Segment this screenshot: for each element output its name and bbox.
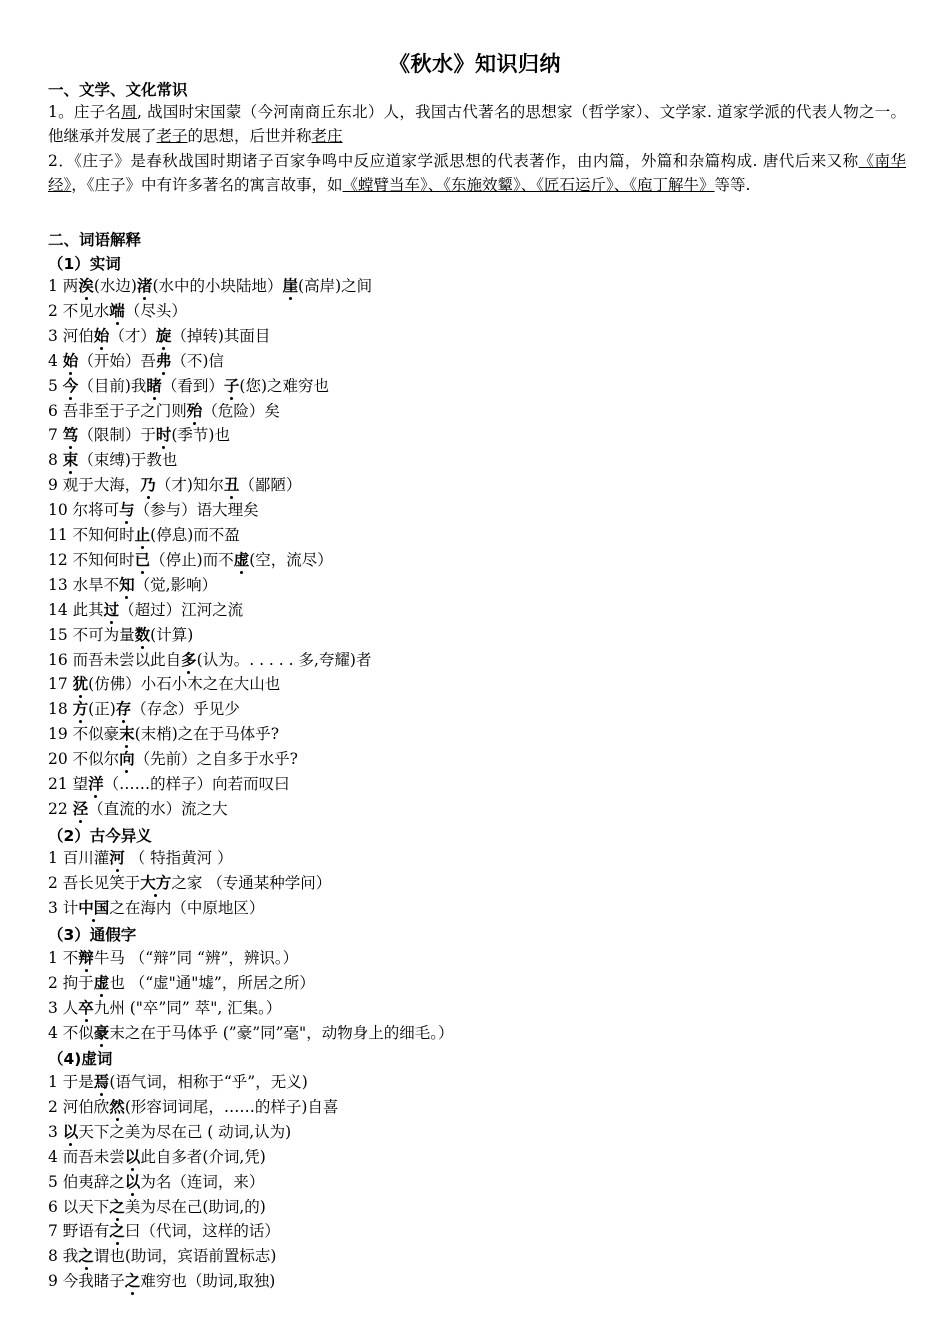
shici-item xyxy=(48,274,372,296)
tongjia-item xyxy=(48,996,281,1018)
key-term: 存 xyxy=(115,699,132,719)
key-term: 始 xyxy=(62,350,79,370)
item-text: （觉,影响） xyxy=(134,575,218,594)
item-text: 3 计 xyxy=(48,898,79,917)
item-text: (仿佛）小石小木之在大山也 xyxy=(88,675,281,694)
item-text: （才） xyxy=(109,326,156,345)
item-text: (水边) xyxy=(93,277,137,295)
item-text: （不)信 xyxy=(171,351,224,370)
item-text: （尽头） xyxy=(124,301,187,320)
item-text: 1 于是 xyxy=(48,1073,94,1091)
key-term: 多 xyxy=(181,649,197,669)
shici-item xyxy=(48,548,333,570)
item-text: 8 我 xyxy=(48,1247,79,1266)
key-term: 之 xyxy=(78,1246,94,1266)
key-term: 今 xyxy=(62,375,79,395)
item-text: 15 不可为量 xyxy=(48,625,135,644)
key-term: 之 xyxy=(109,1221,125,1241)
section-heading-vocabulary: 二、词语解释 xyxy=(48,231,142,249)
item-text: (正) xyxy=(88,700,116,719)
shici-item xyxy=(48,349,224,371)
item-text: (空，流尽） xyxy=(249,550,333,569)
key-term: 子 xyxy=(223,375,240,395)
item-text: 2 河伯欣 xyxy=(48,1097,110,1116)
item-text: （直流的水）流之大 xyxy=(88,799,228,818)
item-text: （看到） xyxy=(161,376,224,395)
item-text: (计算) xyxy=(150,625,194,644)
gujin-item xyxy=(48,846,233,868)
xuci-item xyxy=(48,1244,276,1266)
item-text: （……的样子）向若而叹曰 xyxy=(103,775,290,793)
item-text: 此自多者(介词,凭) xyxy=(140,1147,266,1166)
key-term: 笃 xyxy=(62,425,79,445)
item-text: （危险）矣 xyxy=(202,401,280,420)
key-term: 泾 xyxy=(72,798,89,818)
item-text: 1 百川灌 xyxy=(48,849,110,867)
item-text: 4 而吾未尝 xyxy=(48,1147,125,1166)
item-text: 美为尽在己(助词,的) xyxy=(124,1197,266,1216)
key-term: 与 xyxy=(119,500,135,520)
shici-item xyxy=(48,598,243,620)
item-text: 14 此其 xyxy=(48,600,104,619)
shici-item xyxy=(48,448,177,470)
item-text: （才)知尔 xyxy=(155,476,224,495)
key-term: 以 xyxy=(124,1146,141,1166)
paragraph-zhuangzi-bio: 1。庄子名周, 战国时宋国蒙（今河南商丘东北）人，我国古代著名的思想家（哲学家）、文学家. 道家学派的代表人物之一。他继承并发展了老子的思想，后世并称老庄 xyxy=(48,103,906,145)
key-term: 中国 xyxy=(78,897,110,917)
key-term: 始 xyxy=(93,325,110,345)
key-term: 旋 xyxy=(155,325,172,345)
shici-item xyxy=(48,573,217,595)
item-text: 末之在于马体乎 (”豪”同”毫"，动物身上的细毛。） xyxy=(109,1023,454,1042)
item-text: （限制）于 xyxy=(78,426,156,445)
item-text: 2 拘于 xyxy=(48,973,94,992)
item-text: 3 河伯 xyxy=(48,326,94,345)
shici-item xyxy=(48,423,230,445)
item-text: 3 人 xyxy=(48,998,79,1017)
key-term: 卒 xyxy=(78,997,94,1017)
item-text: （目前)我 xyxy=(78,376,147,395)
item-text: 11 不知何时 xyxy=(48,526,135,544)
item-text: 4 不似 xyxy=(48,1023,94,1042)
item-text: 7 xyxy=(48,426,63,445)
item-text: (您)之难穷也 xyxy=(239,376,330,395)
shici-item xyxy=(48,747,298,769)
item-text: （掉转)其面目 xyxy=(171,326,271,345)
key-term: 数 xyxy=(134,624,151,644)
key-term: 焉 xyxy=(93,1072,110,1091)
tongjia-item xyxy=(48,1021,453,1043)
item-text: 曰（代词，这样的话） xyxy=(124,1222,280,1241)
shici-item xyxy=(48,797,228,819)
key-term: 知 xyxy=(119,574,135,594)
item-text: 5 xyxy=(48,376,63,395)
shici-item xyxy=(48,299,187,321)
item-text: 九州 ("卒”同” 萃", 汇集。） xyxy=(93,998,282,1017)
item-text: (季节)也 xyxy=(171,426,230,445)
item-text: 17 xyxy=(48,675,73,694)
key-term: 弗 xyxy=(155,350,172,370)
item-text: 3 xyxy=(48,1122,63,1141)
key-term: 过 xyxy=(103,599,120,619)
shici-item xyxy=(48,772,290,794)
shici-item xyxy=(48,324,270,346)
item-text: 13 水旱不 xyxy=(48,575,120,594)
item-text: (认为。. . . . . 多,夸耀)者 xyxy=(196,650,372,669)
item-text: 之在海内（中原地区） xyxy=(109,898,265,917)
key-term: 乃 xyxy=(140,475,156,495)
item-text: （超过）江河之流 xyxy=(119,600,244,619)
item-text: 8 xyxy=(48,451,63,470)
gujin-item xyxy=(48,871,331,893)
item-text: 12 不知何时 xyxy=(48,550,135,569)
item-text: 19 不似豪 xyxy=(48,725,120,744)
shici-item xyxy=(48,648,371,670)
item-text: 5 伯夷辞之 xyxy=(48,1172,125,1191)
shici-item xyxy=(48,722,279,744)
item-text: （鄙陋） xyxy=(239,476,302,495)
item-text: 6 吾非至于子之门则 xyxy=(48,401,187,420)
item-text: 为名（连词，来） xyxy=(140,1172,265,1191)
xuci-item xyxy=(48,1170,264,1192)
item-text: （开始）吾 xyxy=(78,351,156,370)
key-term: 大方 xyxy=(140,872,172,892)
subsection-heading-content-words: （1）实词 xyxy=(48,255,121,273)
shici-item xyxy=(48,672,280,694)
key-term: 殆 xyxy=(186,400,203,420)
item-text: 20 不似尔 xyxy=(48,750,120,769)
key-term: 之 xyxy=(109,1196,125,1216)
item-text: 之家 （专通某种学问） xyxy=(171,873,332,892)
key-term: 渚 xyxy=(136,276,153,295)
item-text: 2 不见水 xyxy=(48,301,110,320)
key-term: 束 xyxy=(62,450,79,470)
item-text: (形容词词尾，……的样子)自喜 xyxy=(124,1097,339,1116)
shici-item xyxy=(48,473,301,495)
paragraph-zhuangzi-book: 2．《庄子》是春秋战国时期诸子百家争鸣中反应道家学派思想的代表著作，由内篇，外篇和杂篇构成. 唐代后来又称《南华经》，《庄子》中有许多著名的寓言故事，如《螳臂当车》、《东施效颦》、《匠石运斤》、《庖丁解牛》等等. xyxy=(48,152,906,194)
key-term: 崖 xyxy=(282,276,299,295)
key-term: 丑 xyxy=(223,475,240,495)
xuci-item xyxy=(48,1070,308,1092)
xuci-item xyxy=(48,1095,338,1117)
key-term: 河 xyxy=(109,848,125,867)
xuci-item xyxy=(48,1269,275,1291)
item-text: （停止)而不 xyxy=(150,550,234,569)
key-term: 以 xyxy=(124,1171,141,1191)
shici-item xyxy=(48,498,259,520)
shici-item xyxy=(48,623,193,645)
key-term: 洋 xyxy=(88,774,104,793)
xuci-item xyxy=(48,1219,280,1241)
section-heading-literature: 一、文学、文化常识 xyxy=(48,81,188,99)
item-text: 1 两 xyxy=(48,277,79,295)
page-title: 《秋水》知识归纳 xyxy=(389,52,561,76)
item-text: （束缚)于教也 xyxy=(78,451,178,470)
item-text: 6 以天下 xyxy=(48,1197,110,1216)
item-text: (高岸)之间 xyxy=(298,277,373,295)
key-term: 时 xyxy=(155,425,172,445)
item-text: 10 尔将可 xyxy=(48,501,120,520)
item-text: 天下之美为尽在己 ( 动词,认为) xyxy=(78,1122,292,1141)
item-text: （存念）乎见少 xyxy=(131,700,240,719)
item-text: 18 xyxy=(48,700,73,719)
key-term: 虚 xyxy=(233,549,250,569)
shici-item xyxy=(48,697,240,719)
item-text: 22 xyxy=(48,799,73,818)
key-term: 犹 xyxy=(72,674,89,694)
key-term: 辩 xyxy=(78,948,94,967)
key-term: 涘 xyxy=(78,276,94,295)
item-text: 16 而吾未尝以此自 xyxy=(48,650,182,669)
item-text: (末梢)之在于马体乎? xyxy=(134,725,280,744)
tongjia-item xyxy=(48,971,315,993)
item-text: 牛马 （“辩”同 “辨”，辨识。） xyxy=(93,949,299,967)
item-text: 1 不 xyxy=(48,949,79,967)
key-term: 端 xyxy=(109,300,125,320)
item-text: (水中的小块陆地） xyxy=(152,277,283,295)
item-text: 4 xyxy=(48,351,63,370)
key-term: 已 xyxy=(134,549,151,569)
key-term: 虚 xyxy=(93,972,110,992)
tongjia-item xyxy=(48,946,298,968)
key-term: 之 xyxy=(124,1271,141,1291)
item-text: （ 特指黄河 ） xyxy=(124,849,233,867)
gujin-item xyxy=(48,896,264,918)
key-term: 睹 xyxy=(146,375,162,395)
key-term: 止 xyxy=(134,525,151,544)
item-text: 9 观于大海， xyxy=(48,476,141,495)
item-text: (语气词，相称于“乎”，无义) xyxy=(109,1073,308,1091)
item-text: 谓也(助词，宾语前置标志) xyxy=(93,1247,277,1266)
item-text: 21 望 xyxy=(48,775,89,793)
item-text: 7 野语有 xyxy=(48,1222,110,1241)
key-term: 末 xyxy=(119,724,135,744)
shici-item xyxy=(48,374,329,396)
subsection-heading-function-words: （4)虚词 xyxy=(48,1050,113,1068)
item-text: （先前）之自多于水乎? xyxy=(134,750,298,769)
item-text: (停息)而不盈 xyxy=(150,526,240,544)
subsection-heading-ancient-modern: （2）古今异义 xyxy=(48,827,152,845)
key-term: 方 xyxy=(72,699,89,719)
item-text: （参与）语大理矣 xyxy=(134,501,259,520)
key-term: 然 xyxy=(109,1096,125,1116)
shici-item xyxy=(48,399,280,421)
item-text: 难穷也（助词,取独) xyxy=(140,1272,276,1291)
xuci-item xyxy=(48,1195,266,1217)
xuci-item xyxy=(48,1145,266,1167)
key-term: 向 xyxy=(119,749,135,769)
key-term: 以 xyxy=(62,1121,79,1141)
subsection-heading-loan-characters: （3）通假字 xyxy=(48,926,137,944)
item-text: 2 吾长见笑于 xyxy=(48,873,141,892)
item-text: 9 今我睹子 xyxy=(48,1272,125,1291)
shici-item xyxy=(48,523,240,545)
item-text: 也 （“虚"通"墟”，所居之所） xyxy=(109,973,315,992)
xuci-item xyxy=(48,1120,291,1142)
key-term: 豪 xyxy=(93,1022,110,1042)
